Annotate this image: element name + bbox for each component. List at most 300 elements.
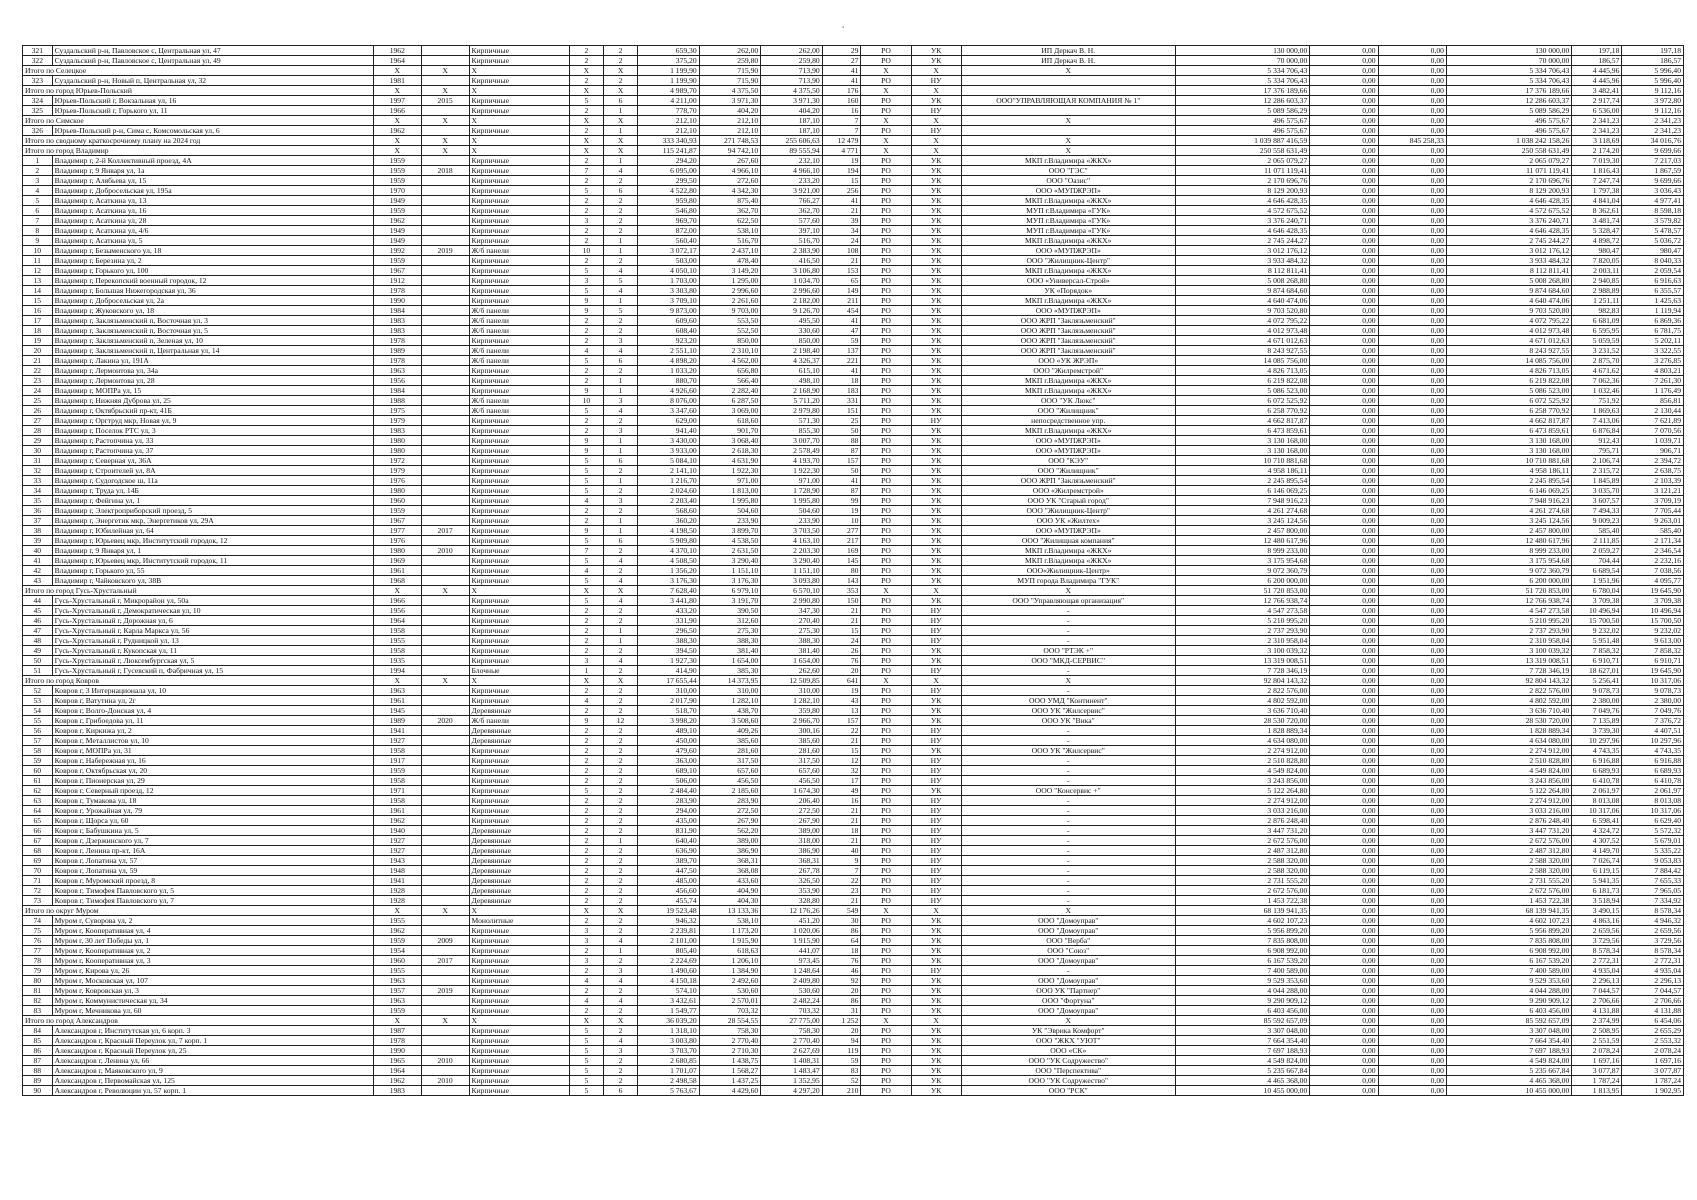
cell-subtotal-label: Итого по Селецкое	[23, 66, 374, 76]
cell-residents: 119	[822, 1046, 861, 1056]
cell-owner-cost: 8 129 200,93	[1446, 186, 1571, 196]
cell-management-method: УК	[911, 506, 961, 516]
cell-fund-method: РО	[861, 216, 911, 226]
cell-residential-area: 758,30	[699, 1026, 761, 1036]
cell-row-number: 70	[23, 866, 53, 876]
cell-fund-cost-2: 0,00	[1378, 356, 1446, 366]
cell-address: Гусь-Хрустальный г, Дорожная ул, 6	[52, 616, 373, 626]
cell-build-year: 1958	[373, 646, 421, 656]
cell-fund-method: РО	[861, 1076, 911, 1086]
cell-private-area: 2 182,00	[761, 296, 823, 306]
cell-management-method: УК	[911, 746, 961, 756]
cell-residents: 15	[822, 176, 861, 186]
cell-residents: 80	[822, 566, 861, 576]
table-row	[23, 866, 1684, 876]
cell-residential-area: 404,20	[699, 106, 761, 116]
cell-unit-cost: 2 315,72	[1572, 466, 1622, 476]
cell-floors: 2	[569, 196, 603, 206]
cell-fund-cost-1: 0,00	[1310, 626, 1378, 636]
cell-fund-cost-1: 0,00	[1310, 776, 1378, 786]
cell-floors: 2	[569, 726, 603, 736]
cell-fund-cost-1: 0,00	[1310, 976, 1378, 986]
cell-unit-cost-limit: 6 781,75	[1622, 326, 1684, 336]
cell-total-cost: 12 766 938,74	[1175, 596, 1309, 606]
cell-total-area: 3 430,00	[638, 436, 700, 446]
cell-address: Ковров г, Урожайная ул, 79	[52, 806, 373, 816]
cell-management-method: УК	[911, 446, 961, 456]
cell-entrances: 1	[603, 156, 637, 166]
cell-total-area: 9 873,00	[638, 306, 700, 316]
cell-unit-cost: 2 940,85	[1572, 276, 1622, 286]
cell-owner-cost: 11 071 119,41	[1446, 166, 1571, 176]
cell-fund-method: РО	[861, 616, 911, 626]
cell-management-org: -	[961, 896, 1175, 906]
cell-unit-cost: 10 496,94	[1572, 606, 1622, 616]
table-row	[23, 1066, 1684, 1076]
cell-entrances: 2	[603, 56, 637, 66]
cell-private-area: 2 979,80	[761, 406, 823, 416]
cell-wall-material: X	[469, 586, 569, 596]
cell-fund-cost-2: 0,00	[1378, 486, 1446, 496]
cell-entrances: 2	[603, 416, 637, 426]
cell-management-method: УК	[911, 346, 961, 356]
cell-fund-method: РО	[861, 476, 911, 486]
cell-address: Владимир г, Заклязьменский п, Восточная ул, 3	[52, 316, 373, 326]
cell-unit-cost-limit: 1 902,95	[1622, 1086, 1684, 1096]
cell-residential-area: 6 979,10	[699, 586, 761, 596]
cell-renovation-year	[421, 276, 469, 286]
cell-fund-cost-1: 0,00	[1310, 716, 1378, 726]
cell-floors: X	[569, 146, 603, 156]
cell-total-area: 115 241,87	[638, 146, 700, 156]
cell-fund-cost-1: 0,00	[1310, 86, 1378, 96]
table-row	[23, 1036, 1684, 1046]
cell-total-cost: 12 480 617,96	[1175, 536, 1309, 546]
cell-unit-cost: 3 490,15	[1572, 906, 1622, 916]
cell-address: Владимир г, Асаткина ул, 4/6	[52, 226, 373, 236]
cell-fund-cost-2: 0,00	[1378, 746, 1446, 756]
cell-fund-method: РО	[861, 796, 911, 806]
cell-residential-area: 4 631,90	[699, 456, 761, 466]
cell-total-area: 1 199,90	[638, 76, 700, 86]
cell-residential-area: 310,00	[699, 686, 761, 696]
cell-build-year: 1962	[373, 816, 421, 826]
cell-residential-area: 4 375,50	[699, 86, 761, 96]
cell-owner-cost: 4 602 107,23	[1446, 916, 1571, 926]
table-row	[23, 746, 1684, 756]
cell-private-area: 1 352,95	[761, 1076, 823, 1086]
cell-fund-cost-2: 0,00	[1378, 886, 1446, 896]
cell-private-area: 4 163,10	[761, 536, 823, 546]
cell-address: Суздальский р-н, Новый п, Центральная ул, 32	[52, 76, 373, 86]
cell-fund-method: РО	[861, 996, 911, 1006]
cell-row-number: 25	[23, 396, 53, 406]
cell-wall-material: Кирпичные	[469, 426, 569, 436]
cell-floors: 4	[569, 976, 603, 986]
cell-fund-cost-1: 0,00	[1310, 1006, 1378, 1016]
cell-renovation-year	[421, 736, 469, 746]
cell-management-org: ООО УМД "Континент"	[961, 696, 1175, 706]
table-row	[23, 756, 1684, 766]
cell-fund-cost-1: 0,00	[1310, 246, 1378, 256]
cell-fund-cost-2: 0,00	[1378, 476, 1446, 486]
cell-management-org: -	[961, 626, 1175, 636]
cell-fund-cost-2: 0,00	[1378, 446, 1446, 456]
cell-fund-cost-2: 0,00	[1378, 696, 1446, 706]
cell-total-cost: 4 671 012,63	[1175, 336, 1309, 346]
cell-renovation-year	[421, 616, 469, 626]
cell-private-area: 1 408,31	[761, 1056, 823, 1066]
cell-fund-method: X	[861, 906, 911, 916]
cell-wall-material: Кирпичные	[469, 536, 569, 546]
cell-fund-cost-2: 0,00	[1378, 86, 1446, 96]
cell-total-cost: 5 235 667,84	[1175, 1066, 1309, 1076]
cell-build-year: 1983	[373, 426, 421, 436]
cell-fund-cost-1: 0,00	[1310, 256, 1378, 266]
table-row	[23, 636, 1684, 646]
cell-fund-cost-1: 0,00	[1310, 396, 1378, 406]
cell-fund-method: РО	[861, 716, 911, 726]
cell-total-cost: 496 575,67	[1175, 126, 1309, 136]
cell-fund-method: РО	[861, 246, 911, 256]
cell-fund-method: РО	[861, 276, 911, 286]
cell-fund-cost-1: 0,00	[1310, 1046, 1378, 1056]
cell-unit-cost: 2 003,11	[1572, 266, 1622, 276]
cell-renovation-year	[421, 476, 469, 486]
cell-renovation-year	[421, 706, 469, 716]
cell-management-org: ООО «МУПЖРЭП»	[961, 436, 1175, 446]
cell-total-cost: 12 286 603,37	[1175, 96, 1309, 106]
cell-management-method: НУ	[911, 666, 961, 676]
cell-renovation-year	[421, 496, 469, 506]
cell-floors: X	[569, 1016, 603, 1026]
cell-private-area: 404,20	[761, 106, 823, 116]
cell-fund-cost-1: 0,00	[1310, 326, 1378, 336]
cell-fund-cost-2: 0,00	[1378, 836, 1446, 846]
cell-residents: 153	[822, 266, 861, 276]
cell-management-method: УК	[911, 316, 961, 326]
cell-owner-cost: 28 530 720,00	[1446, 716, 1571, 726]
cell-floors: 4	[569, 566, 603, 576]
cell-total-cost: 5 334 706,43	[1175, 76, 1309, 86]
cell-total-cost: 14 085 756,00	[1175, 356, 1309, 366]
cell-floors: 2	[569, 206, 603, 216]
cell-management-org: МКП г.Владимира «ЖКХ»	[961, 236, 1175, 246]
cell-owner-cost: 5 235 667,84	[1446, 1066, 1571, 1076]
cell-fund-method: РО	[861, 656, 911, 666]
cell-unit-cost: 4 841,04	[1572, 196, 1622, 206]
cell-unit-cost: 197,18	[1572, 46, 1622, 56]
cell-owner-cost: 2 672 576,00	[1446, 836, 1571, 846]
cell-row-number: 76	[23, 936, 53, 946]
cell-management-method: УК	[911, 516, 961, 526]
cell-wall-material: X	[469, 906, 569, 916]
cell-fund-cost-2: 0,00	[1378, 776, 1446, 786]
cell-entrances: X	[603, 116, 637, 126]
cell-owner-cost: 9 703 520,80	[1446, 306, 1571, 316]
cell-residents: 16	[822, 106, 861, 116]
cell-address: Ковров г, Набережная ул, 16	[52, 756, 373, 766]
cell-private-area: 89 555,94	[761, 146, 823, 156]
table-row	[23, 1006, 1684, 1016]
cell-residents: 210	[822, 1086, 861, 1096]
cell-renovation-year	[421, 236, 469, 246]
cell-address: Александров г, Маяковского ул, 9	[52, 1066, 373, 1076]
cell-address: Муром г, Кирова ул, 26	[52, 966, 373, 976]
cell-row-number: 43	[23, 576, 53, 586]
cell-row-number: 85	[23, 1036, 53, 1046]
cell-row-number: 1	[23, 156, 53, 166]
cell-management-method: УК	[911, 1006, 961, 1016]
cell-owner-cost: 4 012 973,48	[1446, 326, 1571, 336]
cell-fund-method: РО	[861, 876, 911, 886]
cell-row-number: 19	[23, 336, 53, 346]
cell-unit-cost-limit: 9 613,00	[1622, 636, 1684, 646]
cell-residential-area: 267,60	[699, 156, 761, 166]
cell-private-area: 27 775,00	[761, 1016, 823, 1026]
cell-entrances: 6	[603, 456, 637, 466]
cell-fund-cost-2: 0,00	[1378, 626, 1446, 636]
cell-management-org: -	[961, 836, 1175, 846]
cell-management-org: -	[961, 666, 1175, 676]
cell-management-method: УК	[911, 56, 961, 66]
cell-management-method: УК	[911, 536, 961, 546]
cell-unit-cost-limit: 2 061,97	[1622, 786, 1684, 796]
cell-residential-area: 3 191,70	[699, 596, 761, 606]
cell-management-org: -	[961, 736, 1175, 746]
cell-renovation-year	[421, 926, 469, 936]
cell-build-year: 1941	[373, 726, 421, 736]
cell-address: Ковров г, Тимофея Павловского ул, 7	[52, 896, 373, 906]
cell-residential-area: 715,90	[699, 66, 761, 76]
cell-management-org: МУП г.Владимира «ГУК»	[961, 216, 1175, 226]
cell-residents: 31	[822, 1006, 861, 1016]
cell-residents: 22	[822, 726, 861, 736]
cell-management-method: УК	[911, 956, 961, 966]
cell-unit-cost-limit: 3 729,56	[1622, 936, 1684, 946]
cell-entrances: 2	[603, 746, 637, 756]
cell-total-area: 2 101,00	[638, 936, 700, 946]
cell-address: Ковров г, Лопатина ул, 57	[52, 856, 373, 866]
cell-management-org: ООО "Жилищная компания"	[961, 536, 1175, 546]
cell-residential-area: 530,60	[699, 986, 761, 996]
cell-fund-method: РО	[861, 786, 911, 796]
cell-unit-cost-limit: 2 655,29	[1622, 1026, 1684, 1036]
cell-row-number: 321	[23, 46, 53, 56]
cell-build-year: 1988	[373, 396, 421, 406]
cell-owner-cost: 4 547 273,58	[1446, 606, 1571, 616]
cell-management-org: ООО "Фортуна"	[961, 996, 1175, 1006]
cell-private-area: 713,90	[761, 76, 823, 86]
cell-build-year: 1917	[373, 756, 421, 766]
cell-total-cost: 7 400 589,00	[1175, 966, 1309, 976]
cell-row-number: 17	[23, 316, 53, 326]
cell-address: Владимир г, Добросельская ул, 2а	[52, 296, 373, 306]
cell-residential-area: 618,63	[699, 946, 761, 956]
cell-fund-method: РО	[861, 756, 911, 766]
cell-entrances: 2	[603, 616, 637, 626]
subtotal-row	[23, 86, 1684, 96]
cell-unit-cost-limit: 2 394,72	[1622, 456, 1684, 466]
cell-residential-area: 2 570,01	[699, 996, 761, 1006]
cell-management-org: МУП г.Владимира «ГУК»	[961, 206, 1175, 216]
cell-residential-area: 1 295,00	[699, 276, 761, 286]
cell-fund-method: РО	[861, 1026, 911, 1036]
cell-management-org: УК «Порядок»	[961, 286, 1175, 296]
cell-fund-cost-1: 0,00	[1310, 376, 1378, 386]
cell-private-area: 1 483,47	[761, 1066, 823, 1076]
cell-unit-cost: 6 681,09	[1572, 316, 1622, 326]
cell-entrances: 1	[603, 296, 637, 306]
cell-entrances: 2	[603, 876, 637, 886]
cell-wall-material: Кирпичные	[469, 46, 569, 56]
cell-floors: 2	[569, 426, 603, 436]
cell-unit-cost-limit: 2 341,23	[1622, 126, 1684, 136]
cell-address: Александров г, Ленина ул, 66	[52, 1056, 373, 1066]
cell-unit-cost-limit: 9 232,02	[1622, 626, 1684, 636]
table-row	[23, 926, 1684, 936]
cell-entrances: 2	[603, 316, 637, 326]
cell-residential-area: 715,90	[699, 76, 761, 86]
cell-total-area: 608,40	[638, 326, 700, 336]
cell-fund-cost-1: 0,00	[1310, 506, 1378, 516]
cell-build-year: 1989	[373, 346, 421, 356]
cell-residents: 7	[822, 866, 861, 876]
cell-floors: 5	[569, 96, 603, 106]
cell-row-number: 324	[23, 96, 53, 106]
cell-unit-cost-limit: 4 131,88	[1622, 1006, 1684, 1016]
cell-wall-material: Кирпичные	[469, 456, 569, 466]
cell-management-method: НУ	[911, 726, 961, 736]
cell-total-cost: 2 170 696,76	[1175, 176, 1309, 186]
cell-residential-area: 2 310,10	[699, 346, 761, 356]
subtotal-row	[23, 906, 1684, 916]
cell-management-method: УК	[911, 326, 961, 336]
cell-address: Владимир г, 9 Января ул, 1	[52, 546, 373, 556]
cell-fund-cost-1: 0,00	[1310, 856, 1378, 866]
cell-residents: 217	[822, 536, 861, 546]
cell-total-area: 959,80	[638, 196, 700, 206]
cell-address: Владимир г, Юрьевец мкр, Институтский городок, 12	[52, 536, 373, 546]
cell-wall-material: Ж/б панели	[469, 346, 569, 356]
cell-address: Владимир г, Растопчина ул, 37	[52, 446, 373, 456]
cell-fund-method: РО	[861, 606, 911, 616]
cell-fund-cost-2: 0,00	[1378, 566, 1446, 576]
cell-owner-cost: 7 697 188,93	[1446, 1046, 1571, 1056]
cell-owner-cost: 7 835 808,00	[1446, 936, 1571, 946]
cell-total-cost: 5 122 264,80	[1175, 786, 1309, 796]
cell-fund-cost-2: 0,00	[1378, 76, 1446, 86]
cell-residents: 20	[822, 1026, 861, 1036]
cell-build-year: X	[373, 906, 421, 916]
cell-fund-cost-1: 0,00	[1310, 536, 1378, 546]
cell-unit-cost: 1 032,46	[1572, 386, 1622, 396]
cell-address: Владимир г, Юбилейная ул, 64	[52, 526, 373, 536]
cell-owner-cost: 17 376 189,66	[1446, 86, 1571, 96]
cell-owner-cost: 5 089 586,29	[1446, 106, 1571, 116]
cell-unit-cost: 7 062,36	[1572, 376, 1622, 386]
cell-renovation-year	[421, 966, 469, 976]
cell-unit-cost-limit: 2 772,31	[1622, 956, 1684, 966]
cell-management-org: МКП г.Владимира «ЖКХ»	[961, 546, 1175, 556]
cell-fund-method: РО	[861, 966, 911, 976]
cell-wall-material: Кирпичные	[469, 286, 569, 296]
cell-fund-cost-2: 0,00	[1378, 406, 1446, 416]
cell-residents: 183	[822, 386, 861, 396]
cell-entrances: 2	[603, 46, 637, 56]
cell-address: Владимир г, Чайковского ул, 38В	[52, 576, 373, 586]
cell-management-method: УК	[911, 1076, 961, 1086]
cell-entrances: 4	[603, 976, 637, 986]
cell-unit-cost: 8 362,61	[1572, 206, 1622, 216]
cell-fund-cost-1: 0,00	[1310, 236, 1378, 246]
cell-management-org: УК "Эврика Комфорт"	[961, 1026, 1175, 1036]
cell-private-area: 2 168,90	[761, 386, 823, 396]
cell-residential-area: 1 151,10	[699, 566, 761, 576]
cell-management-method: НУ	[911, 846, 961, 856]
cell-unit-cost: 2 659,56	[1572, 926, 1622, 936]
cell-wall-material: Кирпичные	[469, 966, 569, 976]
cell-residents: 43	[822, 696, 861, 706]
cell-row-number: 11	[23, 256, 53, 266]
cell-unit-cost-limit: 7 884,42	[1622, 866, 1684, 876]
cell-management-org	[961, 126, 1175, 136]
cell-entrances: 2	[603, 1026, 637, 1036]
cell-fund-cost-2: 0,00	[1378, 616, 1446, 626]
cell-owner-cost: 9 529 353,60	[1446, 976, 1571, 986]
cell-fund-cost-1: 0,00	[1310, 586, 1378, 596]
cell-build-year: 1980	[373, 436, 421, 446]
cell-residents: 24	[822, 636, 861, 646]
cell-management-org	[961, 86, 1175, 96]
table-row	[23, 956, 1684, 966]
cell-fund-cost-1: 0,00	[1310, 566, 1378, 576]
cell-private-area: 2 770,40	[761, 1036, 823, 1046]
cell-management-org: X	[961, 136, 1175, 146]
cell-fund-cost-1: 0,00	[1310, 486, 1378, 496]
cell-row-number: 36	[23, 506, 53, 516]
table-row	[23, 606, 1684, 616]
cell-renovation-year	[421, 636, 469, 646]
cell-unit-cost: 2 111,85	[1572, 536, 1622, 546]
cell-total-area: 6 095,00	[638, 166, 700, 176]
cell-wall-material: Кирпичные	[469, 556, 569, 566]
table-row	[23, 546, 1684, 556]
table-row	[23, 1026, 1684, 1036]
cell-owner-cost: 2 588 320,00	[1446, 866, 1571, 876]
cell-management-org: МУП города Владимира "ГУК"	[961, 576, 1175, 586]
cell-fund-method: РО	[861, 696, 911, 706]
cell-residents: 49	[822, 786, 861, 796]
cell-build-year: 1976	[373, 476, 421, 486]
cell-entrances: 4	[603, 576, 637, 586]
cell-renovation-year	[421, 216, 469, 226]
cell-fund-method: РО	[861, 536, 911, 546]
cell-fund-cost-2: 0,00	[1378, 1026, 1446, 1036]
cell-floors: 7	[569, 546, 603, 556]
cell-unit-cost: 7 049,76	[1572, 706, 1622, 716]
cell-total-area: 1 356,20	[638, 566, 700, 576]
cell-residential-area: 553,50	[699, 316, 761, 326]
cell-total-area: 946,32	[638, 916, 700, 926]
cell-private-area: 385,60	[761, 736, 823, 746]
cell-management-method: УК	[911, 406, 961, 416]
cell-residents: 25	[822, 416, 861, 426]
cell-total-cost: 4 547 273,58	[1175, 606, 1309, 616]
cell-build-year: 1940	[373, 826, 421, 836]
cell-fund-method: РО	[861, 156, 911, 166]
cell-private-area: 2 198,40	[761, 346, 823, 356]
